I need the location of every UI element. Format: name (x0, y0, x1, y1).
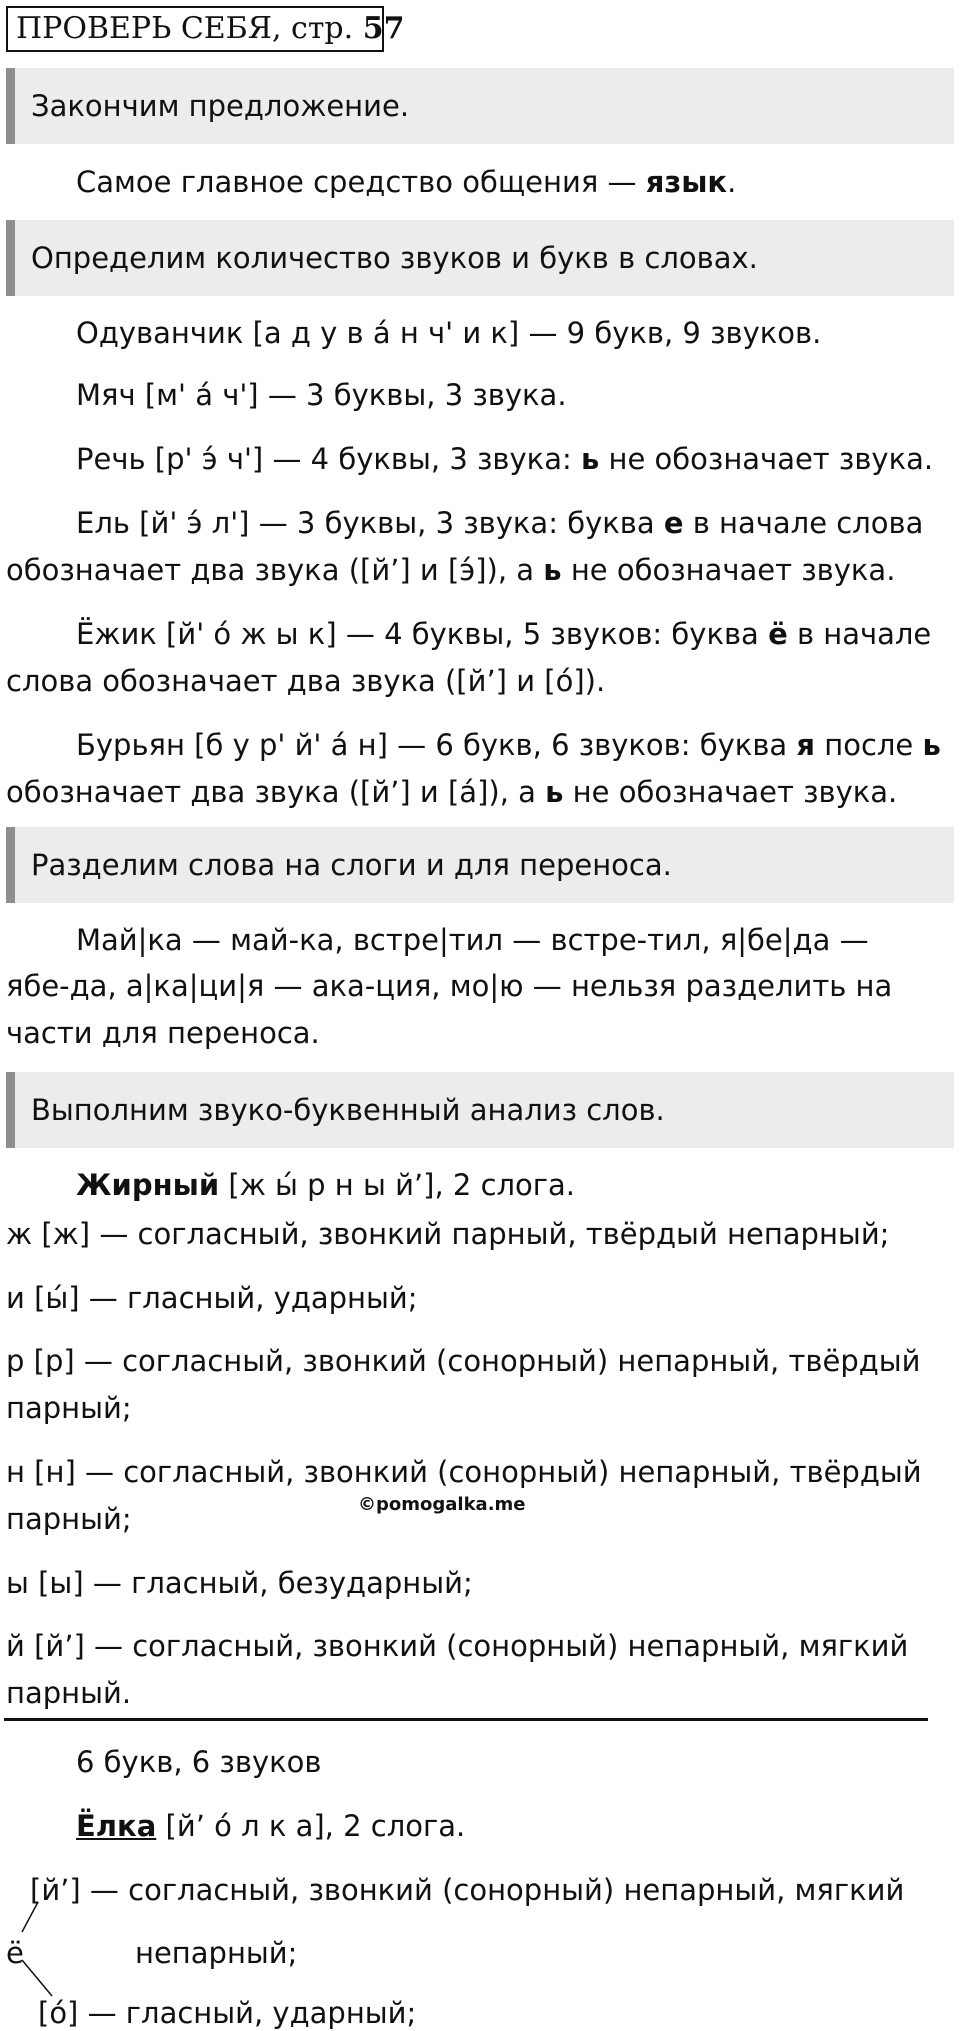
text-line: Ель [й' э́ л'] — 3 буквы, 3 звука: буква е в начале слова (76, 506, 924, 540)
divider (4, 1718, 928, 1721)
text-line: парный. (6, 1676, 132, 1710)
text-line: парный; (6, 1502, 132, 1536)
section-heading: Определим количество звуков и букв в словах. (6, 220, 954, 296)
text-line: обозначает два звука ([й’] и [а́]), а ь не обозначает звука. (6, 775, 898, 809)
word-title: Жирный [ж ы́ р н ы й’], 2 слога. (76, 1168, 576, 1202)
text-line: Одуванчик [а д у в а́ н ч' и к] — 9 букв, 9 звуков. (76, 316, 822, 350)
text-line: Ёжик [й' о́ ж ы к] — 4 буквы, 5 звуков: буква ё в начале (76, 617, 932, 651)
text-line: [о́] — гласный, ударный; (38, 1996, 417, 2030)
text-line: и [ы́] — гласный, ударный; (6, 1281, 418, 1315)
text-line: непарный; (135, 1936, 298, 1970)
text-line: [й’] — согласный, звонкий (сонорный) непарный, мягкий (30, 1873, 905, 1907)
section-heading: Разделим слова на слоги и для переноса. (6, 827, 954, 903)
letter-label: ё (6, 1936, 24, 1970)
text-line: Речь [р' э́ ч'] — 4 буквы, 3 звука: ь не обозначает звука. (76, 442, 934, 476)
section-heading: Закончим предложение. (6, 68, 954, 144)
text-line: Самое главное средство общения — язык. (76, 165, 737, 199)
text-line: ябе-да, а|ка|ци|я — ака-ция, мо|ю — нельзя разделить на (6, 969, 893, 1003)
text-line: р [р] — согласный, звонкий (сонорный) непарный, твёрдый (6, 1344, 921, 1378)
text-line: ж [ж] — согласный, звонкий парный, твёрдый непарный; (6, 1217, 890, 1251)
text-line: части для переноса. (6, 1016, 320, 1050)
title-text: ПРОВЕРЬ СЕБЯ, стр. (16, 11, 363, 46)
text-line: Май|ка — май-ка, встре|тил — встре-тил, я|бе|да — (76, 923, 869, 957)
page-title (6, 6, 405, 52)
page-number: 57 (362, 11, 405, 46)
text-line: 6 букв, 6 звуков (76, 1745, 322, 1779)
word-title: Ёлка [й’ о́ л к а], 2 слога. (76, 1809, 466, 1843)
watermark: ©pomogalka.me (358, 1494, 526, 1515)
text-line: н [н] — согласный, звонкий (сонорный) непарный, твёрдый (6, 1455, 922, 1489)
letter-sound-diagram (0, 1860, 90, 2031)
text-line: Бурьян [б у р' й' а́ н] — 6 букв, 6 звуков: буква я после ь (76, 728, 941, 762)
text-line: слова обозначает два звука ([й’] и [о́]). (6, 664, 606, 698)
section-heading: Выполним звуко-буквенный анализ слов. (6, 1072, 954, 1148)
text-line: й [й’] — согласный, звонкий (сонорный) непарный, мягкий (6, 1629, 909, 1663)
connector-line-upper (22, 1902, 38, 1932)
connector-line-lower (22, 1960, 52, 1996)
text-line: ы [ы] — гласный, безударный; (6, 1566, 473, 1600)
text-line: Мяч [м' а́ ч'] — 3 буквы, 3 звука. (76, 378, 567, 412)
text-line: обозначает два звука ([й’] и [э́]), а ь не обозначает звука. (6, 553, 896, 587)
text-line: парный; (6, 1391, 132, 1425)
